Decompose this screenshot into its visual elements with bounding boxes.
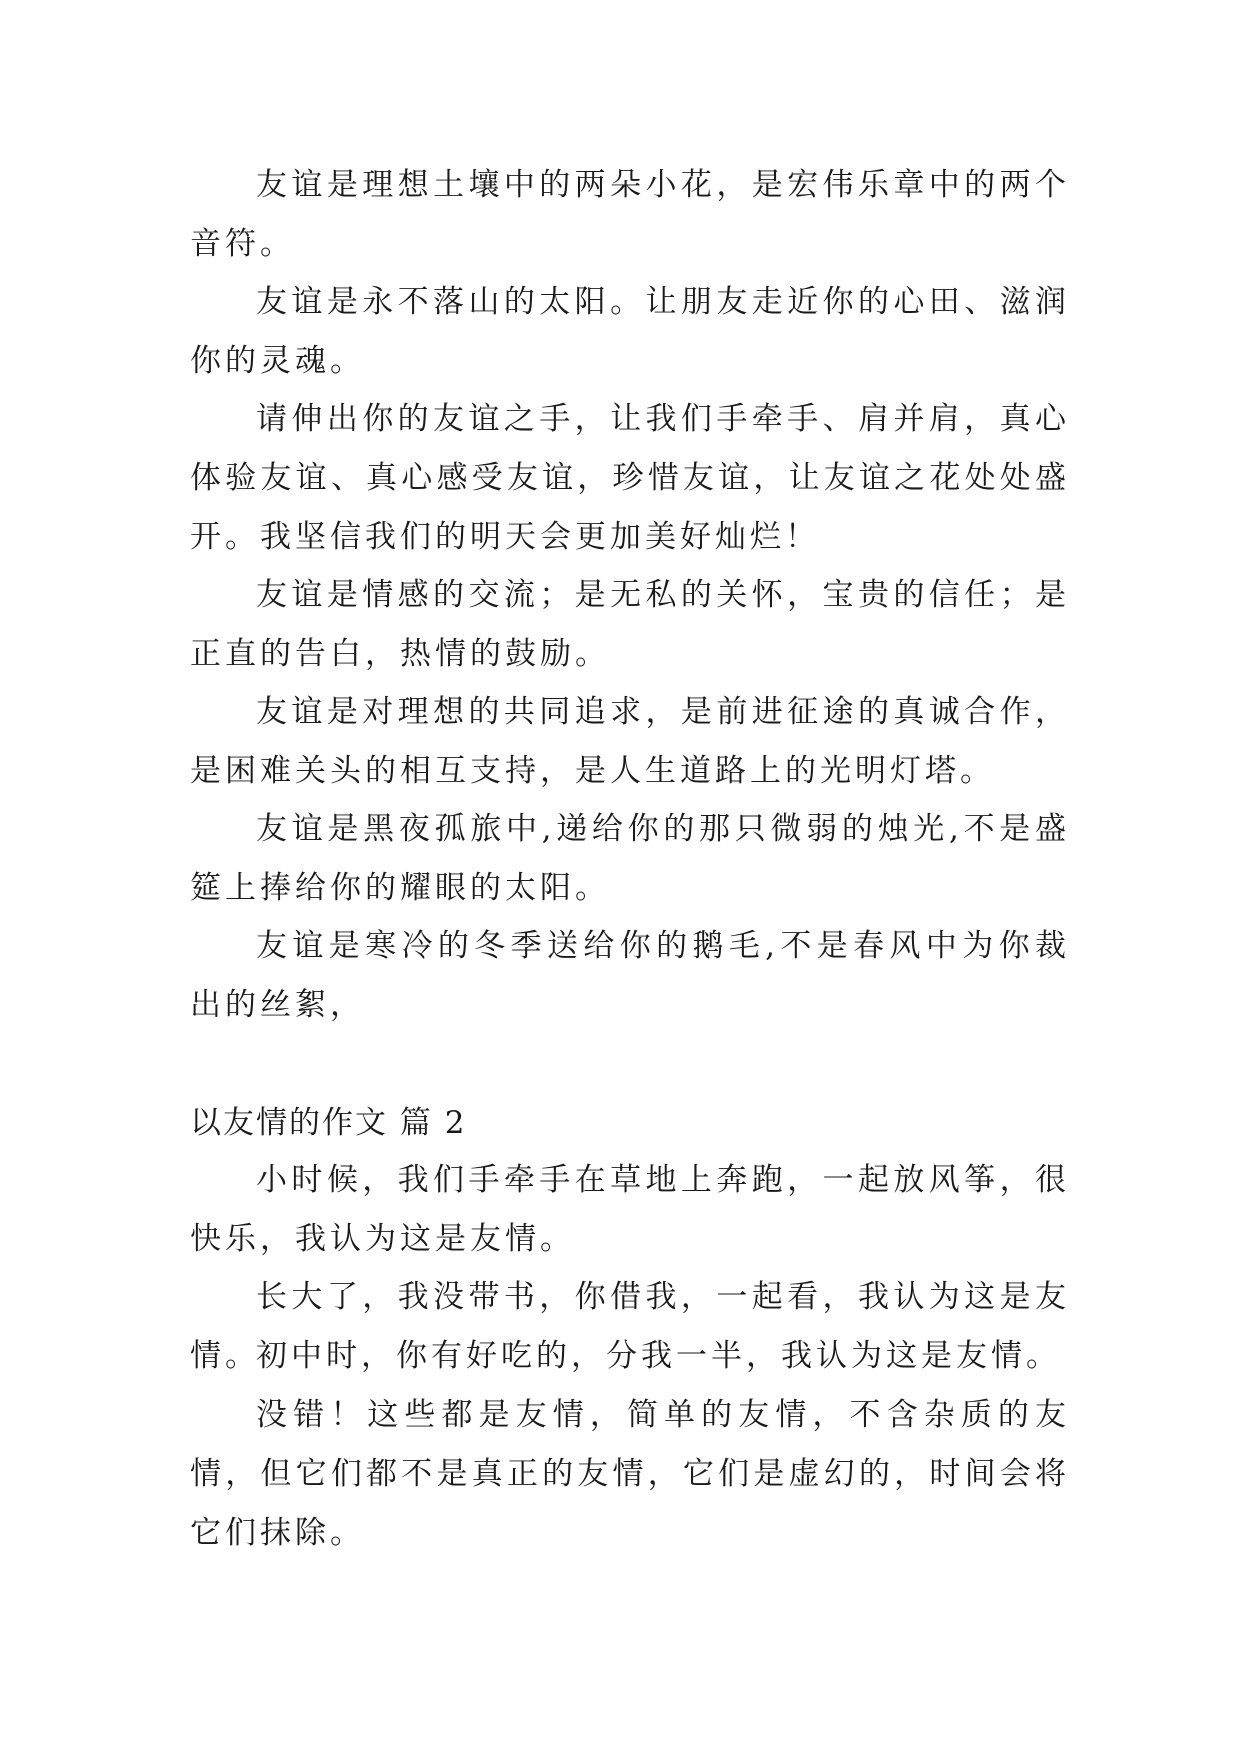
section2-paragraph-1: 小时候，我们手牵手在草地上奔跑，一起放风筝，很快乐，我认为这是友情。 bbox=[190, 1162, 1070, 1257]
paragraph-3: 请伸出你的友谊之手，让我们手牵手、肩并肩，真心体验友谊、真心感受友谊，珍惜友谊，让友谊之花处处盛开。我坚信我们的明天会更加美好灿烂！ bbox=[190, 401, 1070, 555]
paragraph-5: 友谊是对理想的共同追求，是前进征途的真诚合作，是困难关头的相互支持，是人生道路上的光明灯塔。 bbox=[190, 694, 1070, 789]
section2-paragraph-3: 初中时，你有好吃的，分我一半，我认为这是友情。 bbox=[256, 1338, 1061, 1374]
section2-paragraph-2: 长大了，我没带书，你借我，一起看，我认为这是友情。 bbox=[190, 1279, 1070, 1374]
section-title: 以友情的作文 篇 2 bbox=[190, 1105, 467, 1141]
paragraph-7: 友谊是寒冷的冬季送给你的鹅毛,不是春风中为你裁出的丝絮， bbox=[190, 928, 1070, 1023]
paragraph-1: 友谊是理想土壤中的两朵小花，是宏伟乐章中的两个音符。 bbox=[190, 167, 1070, 262]
section2-paragraph-4: 没错！这些都是友情，简单的友情，不含杂质的友情，但它们都不是真正的友情，它们是虚幻的，时间会将它们抹除。 bbox=[190, 1397, 1070, 1551]
paragraph-4: 友谊是情感的交流；是无私的关怀，宝贵的信任；是正直的告白，热情的鼓励。 bbox=[190, 577, 1070, 672]
paragraph-2: 友谊是永不落山的太阳。让朋友走近你的心田、滋润你的灵魂。 bbox=[190, 284, 1070, 379]
paragraph-6: 友谊是黑夜孤旅中,递给你的那只微弱的烛光,不是盛筵上捧给你的耀眼的太阳。 bbox=[190, 811, 1070, 906]
